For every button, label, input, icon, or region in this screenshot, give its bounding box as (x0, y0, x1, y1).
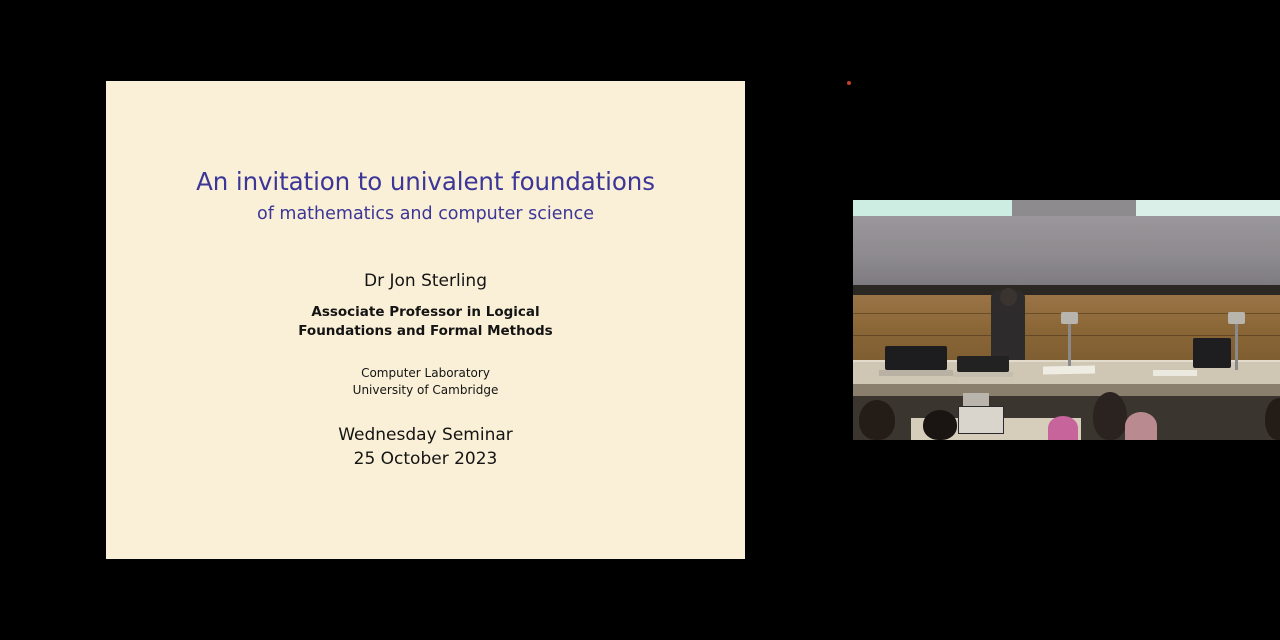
slide-institution (106, 365, 745, 399)
laptop-screen-center (957, 356, 1009, 372)
slide-author: Dr Jon Sterling (364, 271, 487, 291)
speaker-head (1000, 288, 1017, 306)
laptop-base-center (953, 372, 1013, 377)
audience-head (859, 400, 895, 440)
laptop-base-left (879, 370, 953, 376)
projection-screen-left-band (853, 200, 1012, 216)
wall-trim (853, 285, 1280, 295)
audience-head (1093, 392, 1127, 440)
microphone-head-left (1061, 312, 1078, 324)
audience-laptop-open (958, 406, 1004, 434)
laptop-screen-left (885, 346, 947, 370)
slide-event-date: 25 October 2023 (353, 449, 498, 469)
slide-subtitle: of mathematics and computer science (256, 204, 594, 224)
papers-on-desk (1043, 366, 1095, 375)
projection-screen-shadow (853, 216, 1280, 285)
recording-dot-icon (847, 81, 851, 85)
slide-content (106, 81, 745, 559)
audience-head (923, 410, 957, 440)
wood-panel-seam (853, 335, 1280, 336)
projection-screen-right-band (1136, 200, 1280, 216)
speaker-video-feed[interactable] (853, 200, 1280, 440)
slide-affiliation-line-1: Associate Professor in Logical (311, 304, 540, 320)
slide-affiliation (106, 303, 745, 341)
papers-on-desk (1153, 370, 1197, 376)
audience-head (1125, 412, 1157, 440)
slide-event-name: Wednesday Seminar (338, 425, 513, 445)
audience-laptop-screen (963, 393, 989, 407)
slide-affiliation-line-2: Foundations and Formal Methods (298, 323, 553, 339)
slide-event (106, 423, 745, 471)
projection-screen (853, 200, 1280, 285)
microphone-head-right (1228, 312, 1245, 324)
microphone-stand-left (1068, 320, 1071, 370)
slide-institution-line-1: Computer Laboratory (361, 366, 490, 380)
slide-institution-line-2: University of Cambridge (352, 383, 499, 397)
monitor-right (1193, 338, 1231, 368)
slide-title: An invitation to univalent foundations (196, 167, 655, 196)
lecture-desk-front (853, 384, 1280, 396)
microphone-stand-right (1235, 320, 1238, 370)
presentation-slide (106, 81, 745, 559)
audience-head (1048, 416, 1078, 440)
